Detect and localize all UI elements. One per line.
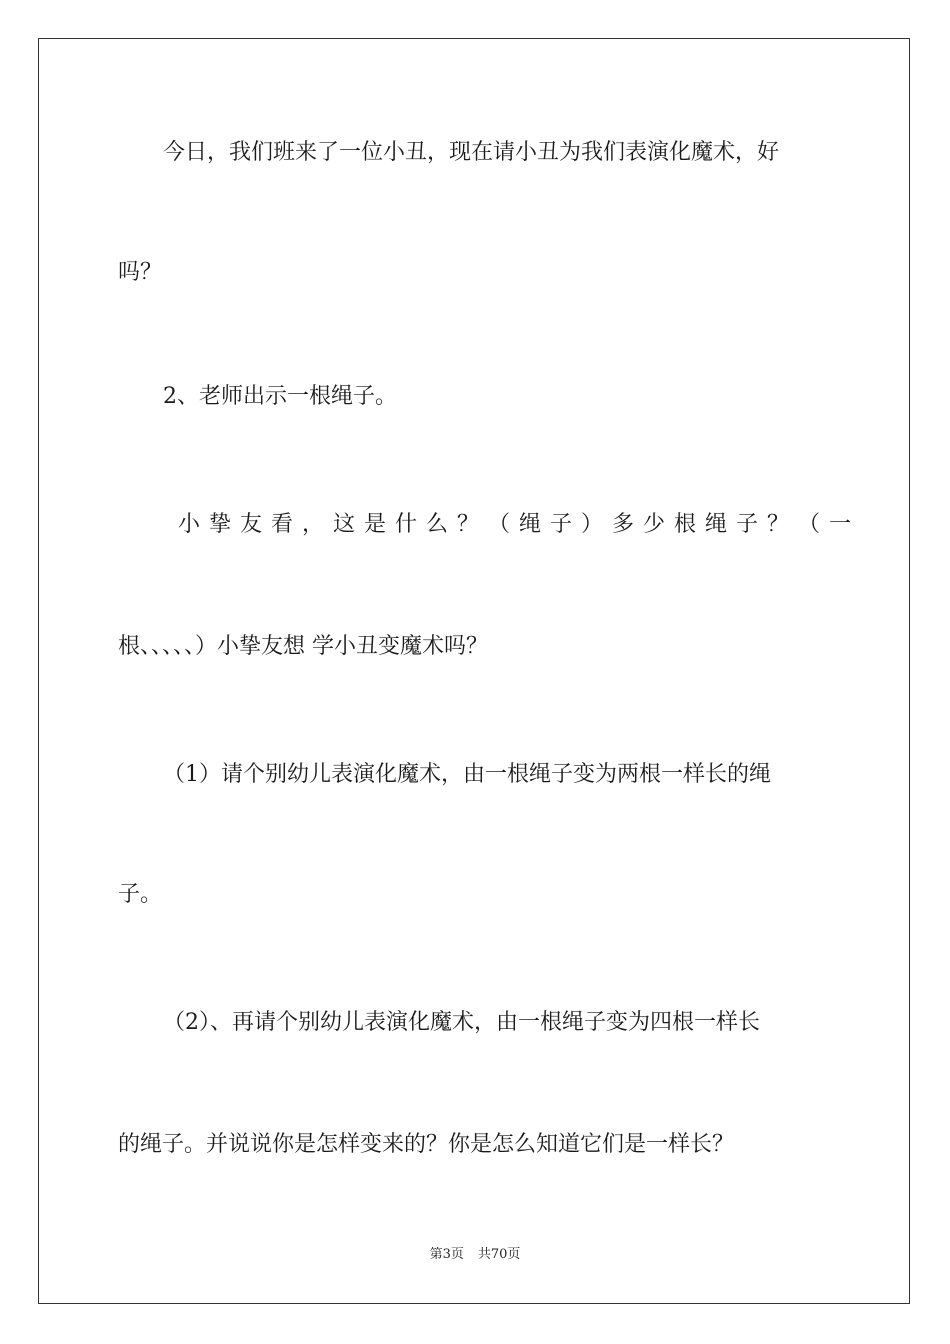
paragraph-line-2: 吗？ — [118, 260, 163, 285]
paragraph-line-5: 根、、、、、）小挚友想 学小丑变魔术吗？ — [118, 634, 488, 659]
paragraph-line-3: 2、老师出示一根绳子。 — [163, 384, 397, 409]
paragraph-line-4: 小挚友看，这是什么？（绳子）多少根绳子？（一 — [178, 512, 861, 537]
page-total: 共70页 — [477, 1247, 521, 1262]
paragraph-line-1: 今日，我们班来了一位小丑，现在请小丑为我们表演化魔术，好 — [163, 140, 780, 165]
page-footer — [0, 1246, 950, 1264]
paragraph-line-9: 的绳子。并说说你是怎样变来的？你是怎么知道它们是一样长？ — [118, 1132, 735, 1157]
paragraph-line-8: （2）、再请个别幼儿表演化魔术，由一根绳子变为四根一样长 — [163, 1010, 760, 1035]
paragraph-line-7: 子。 — [118, 882, 163, 907]
paragraph-line-6: （1）请个别幼儿表演化魔术，由一根绳子变为两根一样长的绳 — [163, 762, 771, 787]
page-border — [38, 38, 910, 1304]
page-number: 第3页 — [429, 1247, 464, 1262]
